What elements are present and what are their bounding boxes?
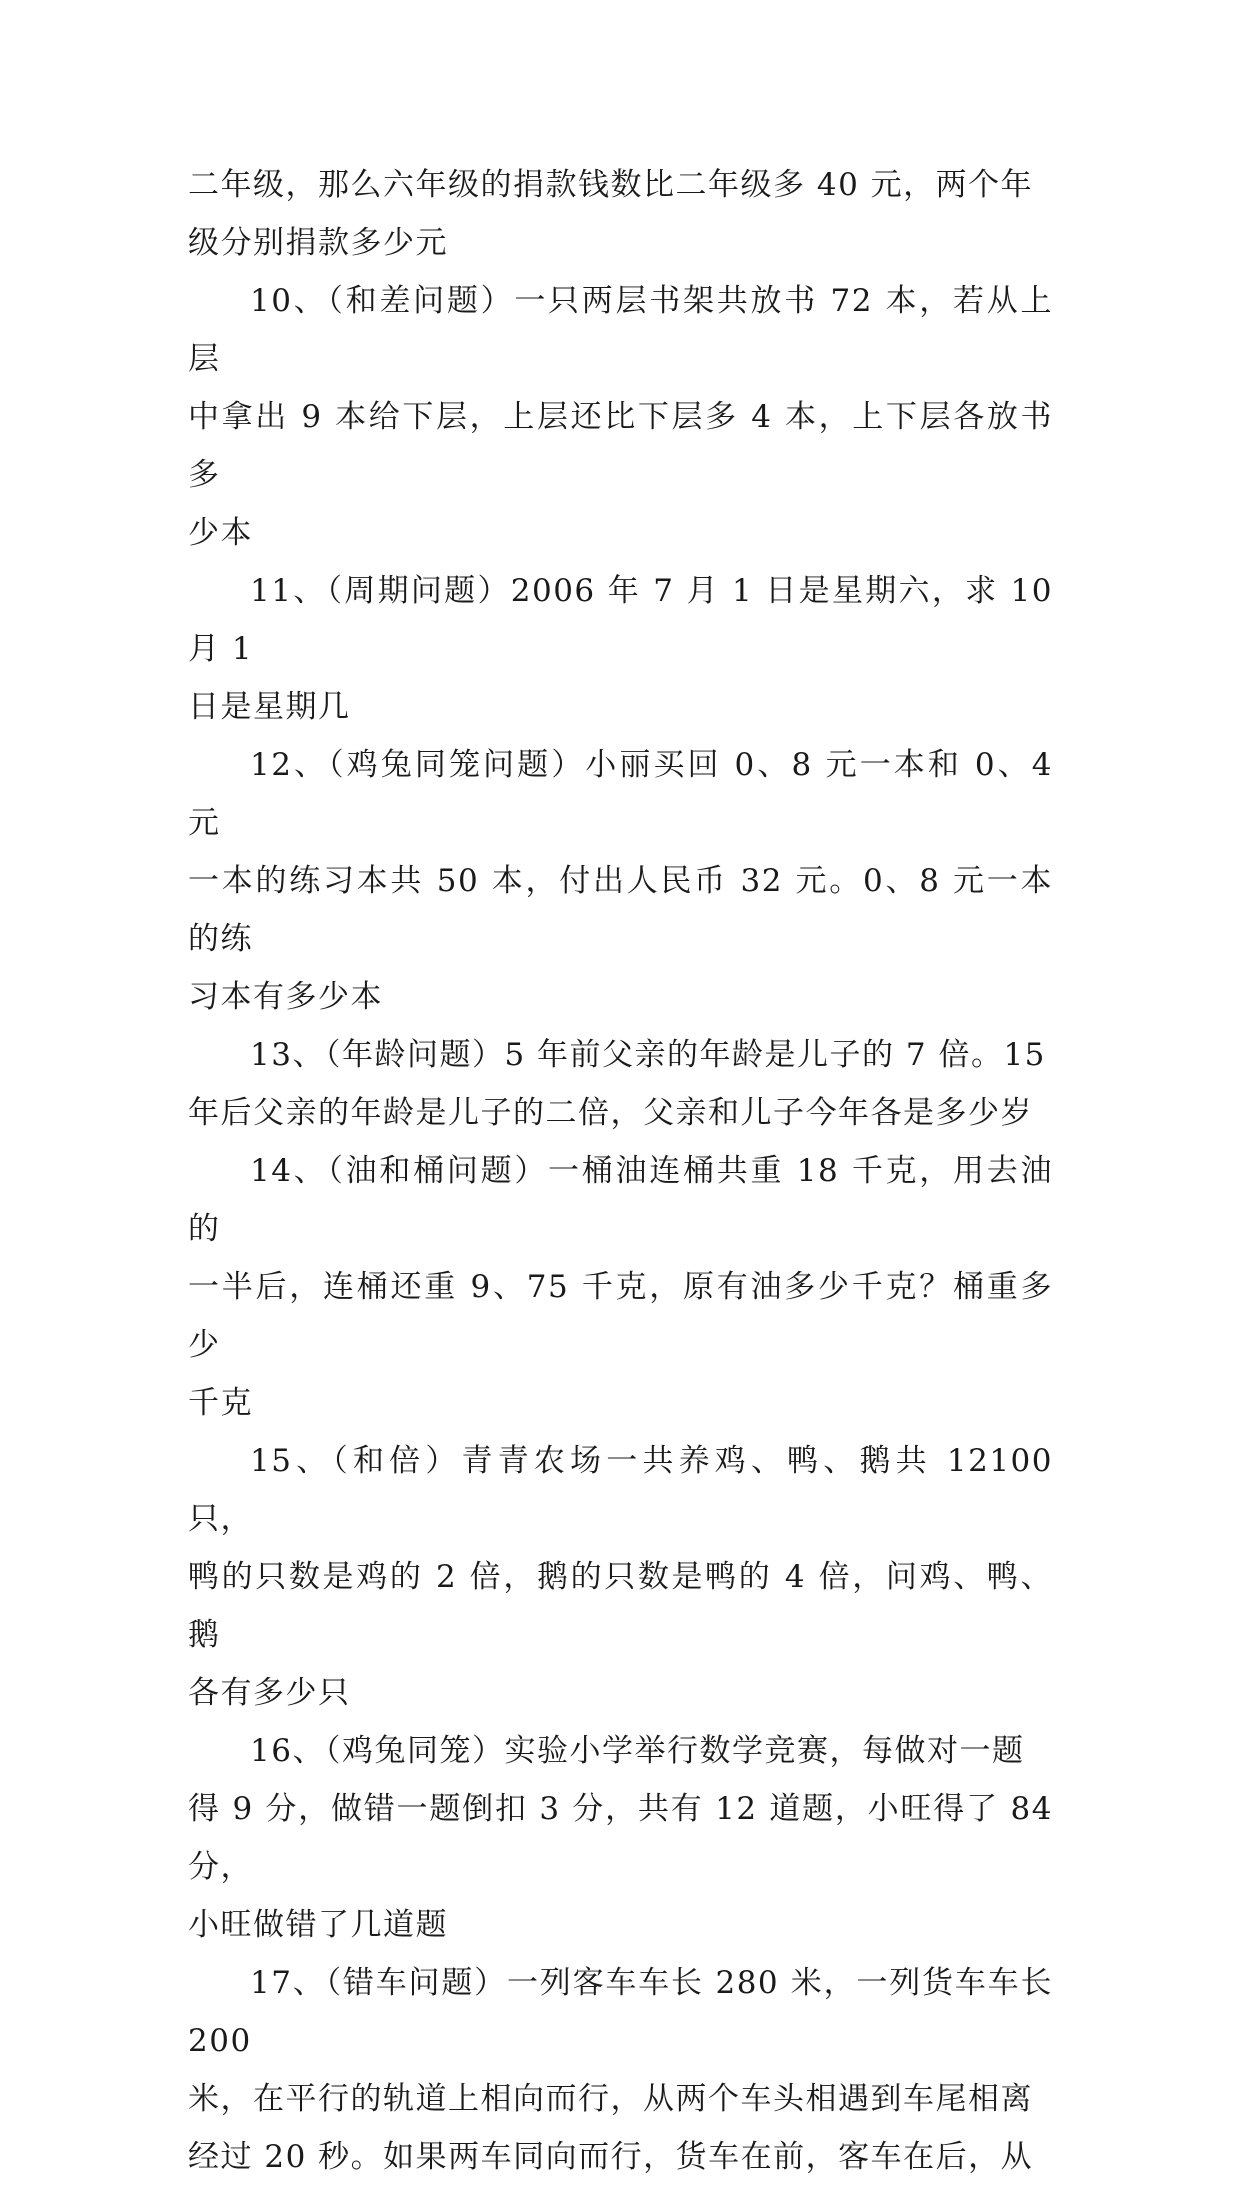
text-line: 16、（鸡兔同笼）实验小学举行数学竞赛，每做对一题: [250, 1733, 1025, 1769]
paragraph-continuation: [188, 156, 1053, 272]
problem-16: [188, 1722, 1053, 1954]
text-line: 得 9 分，做错一题倒扣 3 分，共有 12 道题，小旺得了 84 分，: [188, 1791, 1053, 1885]
text-line: 11、（周期问题）2006 年 7 月 1 日是星期六，求 10 月 1: [188, 573, 1053, 667]
problem-11: [188, 562, 1053, 736]
text-line: 米，在平行的轨道上相向而行，从两个车头相遇到车尾相离: [188, 2081, 1033, 2117]
text-line: 习本有多少本: [188, 979, 383, 1015]
problem-10: [188, 272, 1053, 562]
text-line: 鸭的只数是鸡的 2 倍，鹅的只数是鸭的 4 倍，问鸡、鸭、鹅: [188, 1559, 1053, 1653]
problem-13: [188, 1026, 1053, 1142]
problem-14: [188, 1142, 1053, 1432]
text-line: 年后父亲的年龄是儿子的二倍，父亲和儿子今年各是多少岁: [188, 1095, 1033, 1131]
text-line: 少本: [188, 515, 253, 551]
text-line: 12、（鸡兔同笼问题）小丽买回 0、8 元一本和 0、4 元: [188, 747, 1053, 841]
problem-12: [188, 736, 1053, 1026]
text-line: 一半后，连桶还重 9、75 千克，原有油多少千克？桶重多少: [188, 1269, 1053, 1363]
text-line: 14、（油和桶问题）一桶油连桶共重 18 千克，用去油的: [188, 1153, 1053, 1247]
text-line: 日是星期几: [188, 689, 351, 725]
text-line: 17、（错车问题）一列客车车长 280 米，一列货车车长 200: [188, 1965, 1053, 2059]
text-line: 10、（和差问题）一只两层书架共放书 72 本，若从上层: [188, 283, 1053, 377]
text-line: 二年级，那么六年级的捐款钱数比二年级多 40 元，两个年: [188, 167, 1034, 203]
text-line: 15、（和倍）青青农场一共养鸡、鸭、鹅共 12100 只，: [188, 1443, 1053, 1537]
document-body: [188, 156, 1053, 2186]
text-line: 13、（年龄问题）5 年前父亲的年龄是儿子的 7 倍。15: [250, 1037, 1046, 1073]
text-line: 千克: [188, 1385, 253, 1421]
text-line: 级分别捐款多少元: [188, 225, 448, 261]
text-line: 小旺做错了几道题: [188, 1907, 448, 1943]
text-line: 中拿出 9 本给下层，上层还比下层多 4 本，上下层各放书多: [188, 399, 1053, 493]
text-line: 经过 20 秒。如果两车同向而行，货车在前，客车在后，从: [188, 2139, 1034, 2175]
text-line: 一本的练习本共 50 本，付出人民币 32 元。0、8 元一本的练: [188, 863, 1053, 957]
problem-17: [188, 1954, 1053, 2186]
problem-15: [188, 1432, 1053, 1722]
text-line: 各有多少只: [188, 1675, 351, 1711]
